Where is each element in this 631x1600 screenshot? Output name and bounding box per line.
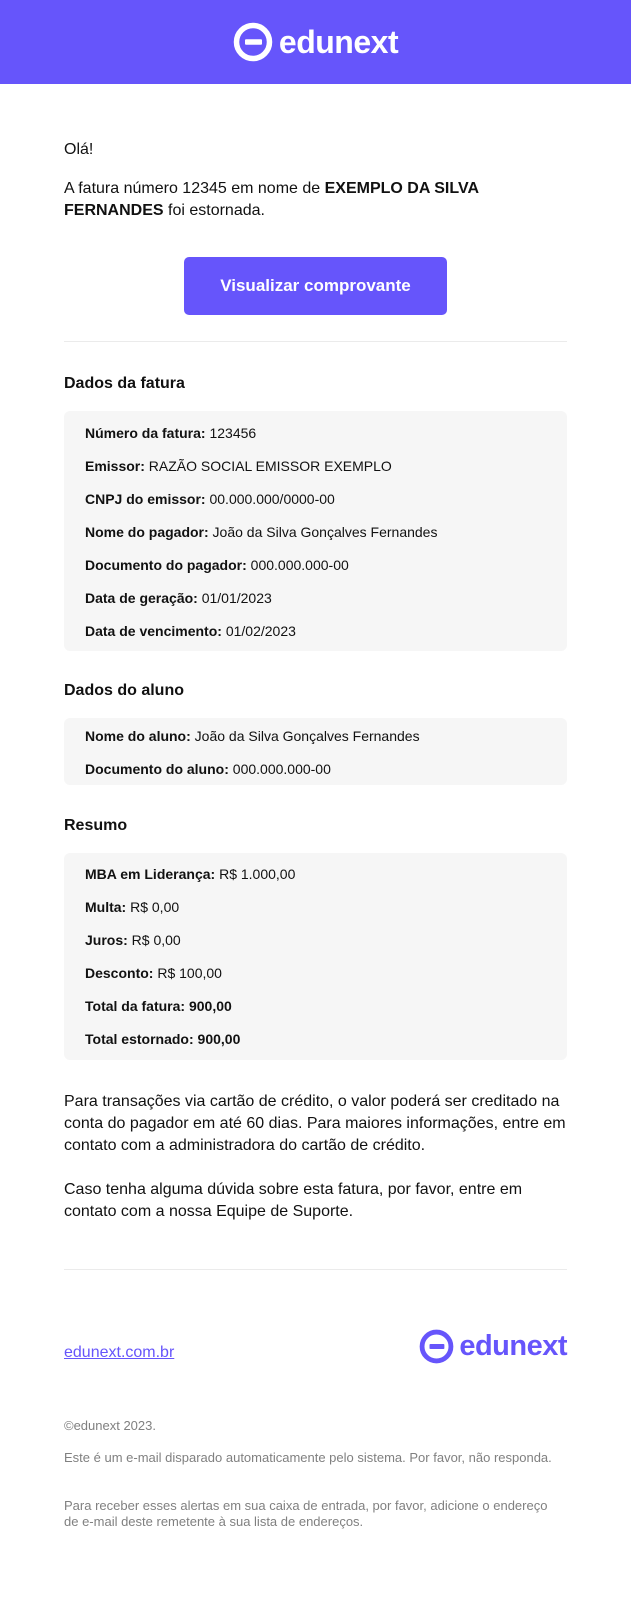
summary-row-course: MBA em Liderança: R$ 1.000,00 [85, 866, 296, 882]
summary-section-title: Resumo [64, 817, 128, 834]
invoice-card [64, 411, 567, 651]
divider-footer [64, 1269, 567, 1270]
summary-row-interest: Juros: R$ 0,00 [85, 932, 181, 948]
student-card [64, 718, 567, 785]
invoice-row-issue-date: Data de geração: 01/01/2023 [85, 590, 272, 606]
header-logo-wordmark: edunext [278, 24, 399, 60]
summary-row-refunded-total: Total estornado: 900,00 [85, 1031, 241, 1047]
auto-email-notice: Este é um e-mail disparado automaticamente pelo sistema. Por favor, não responda. [64, 1450, 552, 1465]
student-row-document: Documento do aluno: 000.000.000-00 [85, 761, 331, 777]
view-receipt-button[interactable]: Visualizar comprovante [184, 257, 447, 315]
invoice-row-issuer: Emissor: RAZÃO SOCIAL EMISSOR EXEMPLO [85, 458, 392, 474]
summary-row-invoice-total: Total da fatura: 900,00 [85, 998, 232, 1014]
credit-card-note: Para transações via cartão de crédito, o valor poderá ser creditado na conta do pagador em até 60 dias. Para maiores informações, entre em contato com a administradora do cartão de crédito. [64, 1093, 566, 1154]
invoice-row-due-date: Data de vencimento: 01/02/2023 [85, 623, 296, 639]
copyright: ©edunext 2023. [64, 1418, 156, 1433]
header-logo [233, 22, 398, 62]
summary-row-fine: Multa: R$ 0,00 [85, 899, 180, 915]
footer-logo [419, 1329, 567, 1364]
invoice-row-payer-document: Documento do pagador: 000.000.000-00 [85, 557, 349, 573]
divider-top [64, 341, 567, 342]
support-note: Caso tenha alguma dúvida sobre esta fatura, por favor, entre em contato com a nossa Equipe de Suporte. [64, 1181, 523, 1220]
website-link[interactable]: edunext.com.br [64, 1344, 175, 1361]
greeting: Olá! [64, 141, 94, 158]
invoice-row-payer-name: Nome do pagador: João da Silva Gonçalves Fernandes [85, 524, 438, 540]
payer-name: EXEMPLO DA SILVA FERNANDES [64, 180, 479, 219]
invoice-row-number: Número da fatura: 123456 [85, 425, 257, 441]
edunext-logo-icon [233, 22, 273, 62]
intro-text [64, 178, 524, 222]
student-row-name: Nome do aluno: João da Silva Gonçalves Fernandes [85, 728, 420, 744]
email-header [0, 0, 631, 84]
edunext-logo-icon [419, 1329, 454, 1364]
intro-prefix: A fatura número 12345 em nome de [64, 180, 325, 197]
invoice-section-title: Dados da fatura [64, 375, 185, 392]
intro-suffix: foi estornada. [163, 202, 265, 219]
student-section-title: Dados do aluno [64, 682, 184, 699]
whitelist-notice: Para receber esses alertas em sua caixa de entrada, por favor, adicione o endereço de e-mail deste remetente à sua lista de endereços. [64, 1498, 548, 1529]
summary-row-discount: Desconto: R$ 100,00 [85, 965, 222, 981]
summary-card [64, 853, 567, 1060]
invoice-row-issuer-cnpj: CNPJ do emissor: 00.000.000/0000-00 [85, 491, 335, 507]
footer-logo-wordmark: edunext [459, 1330, 567, 1362]
